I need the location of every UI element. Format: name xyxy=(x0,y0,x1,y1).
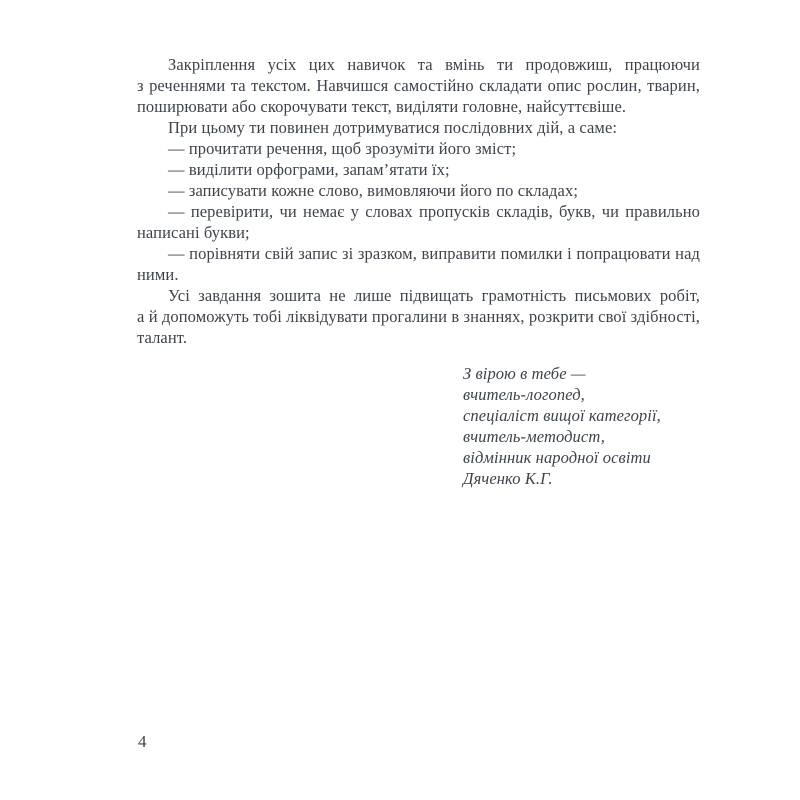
signature-line: вчитель-методист, xyxy=(463,427,605,446)
signature-line: Дяченко К.Г. xyxy=(463,469,553,488)
signature-block xyxy=(463,363,700,489)
list-item: — записувати кожне слово, вимовляючи його по складах; xyxy=(168,181,579,200)
signature-line: спеціаліст вищої категорії, xyxy=(463,406,661,425)
signature-line: З вірою в тебе — xyxy=(463,364,586,383)
paragraph-steps-lead: При цьому ти повинен дотримуватися послідовних дій, а саме: xyxy=(168,118,618,137)
paragraph-closing: Усі завдання зошита не лише підвищать грамотність письмових робіт, а й допоможуть тобі ліквідувати прогалини в знаннях, розкрити свої здібності, талант. xyxy=(137,286,700,347)
body-text xyxy=(137,54,700,489)
list-item: — перевірити, чи немає у словах пропусків складів, букв, чи правильно написані букви; xyxy=(137,202,700,242)
list-item: — порівняти свій запис зі зразком, виправити помилки і попрацювати над ними. xyxy=(137,244,700,284)
paragraph-intro: Закріплення усіх цих навичок та вмінь ти продовжиш, працюючи з реченнями та текстом. Навчишся самостійно складати опис рослин, тварин, поширювати або скорочувати текст, виділяти головне, найсуттєвіше. xyxy=(137,55,700,116)
page-number: 4 xyxy=(138,732,147,751)
signature-line: вчитель-логопед, xyxy=(463,385,585,404)
signature-line: відмінник народної освіти xyxy=(463,448,651,467)
list-item: — виділити орфограми, запам’ятати їх; xyxy=(168,160,450,179)
list-item: — прочитати речення, щоб зрозуміти його зміст; xyxy=(168,139,517,158)
